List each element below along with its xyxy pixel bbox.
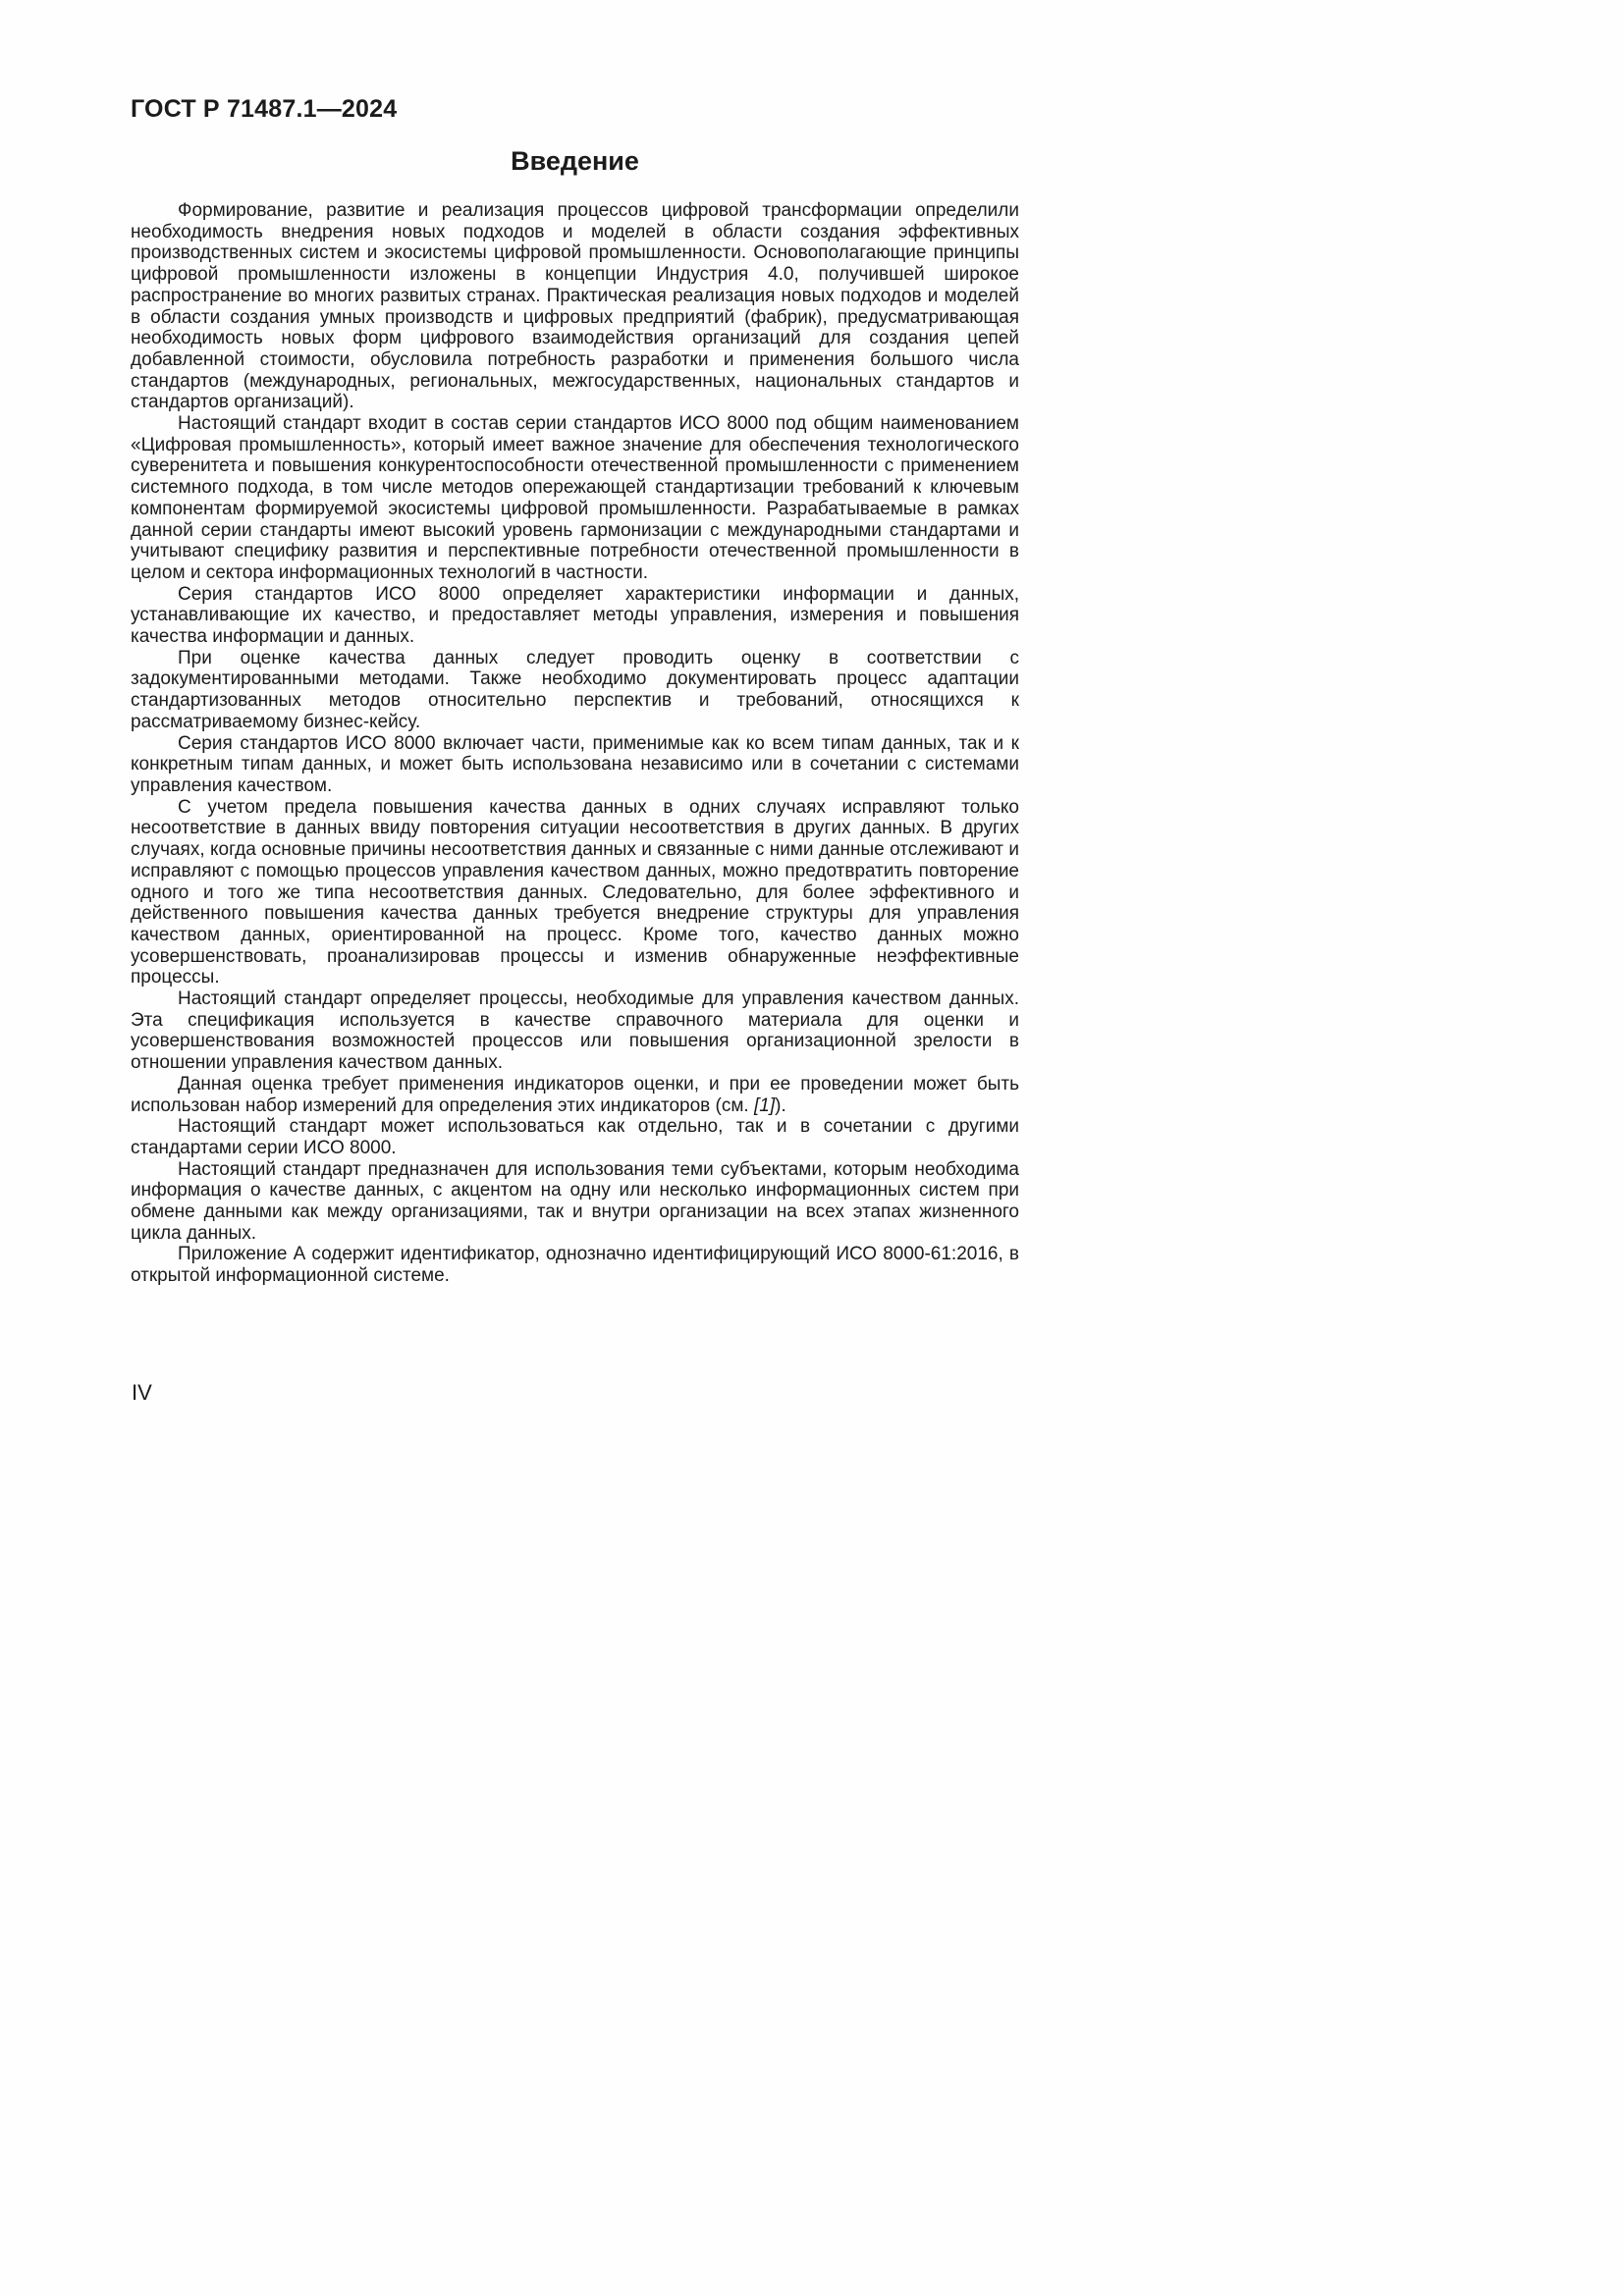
paragraph — [131, 1074, 1019, 1116]
paragraph-text: ). — [775, 1095, 786, 1116]
paragraph — [131, 413, 1019, 584]
page-number: IV — [132, 1380, 152, 1405]
paragraph-text: При оценке качества данных следует проводить оценку в соответствии с задокументированными методами. Также необходимо документировать процесс адаптации стандартизованных методов относительно перспектив и требований, относящихся к рассматриваемому бизнес-кейсу. — [131, 647, 1019, 732]
paragraph — [131, 584, 1019, 648]
paragraph-text: Приложение А содержит идентификатор, однозначно идентифицирующий ИСО 8000-61:2016, в открытой информационной системе. — [131, 1244, 1019, 1287]
document-code: ГОСТ Р 71487.1—2024 — [131, 95, 398, 123]
paragraph — [131, 733, 1019, 797]
reference-citation: [1] — [754, 1095, 776, 1116]
paragraph-text: Данная оценка требует применения индикаторов оценки, и при ее проведении может быть использован набор измерений для определения этих индикаторов (см. — [131, 1073, 1019, 1116]
paragraph-text: Серия стандартов ИСО 8000 включает части, применимые как ко всем типам данных, так и к конкретным типам данных, и может быть использована независимо или в сочетании с системами управления качеством. — [131, 732, 1019, 796]
paragraph-text: Настоящий стандарт предназначен для использования теми субъектами, которым необходима информация о качестве данных, с акцентом на одну или несколько информационных систем при обмене данными как между организациями, так и внутри организации на всех этапах жизненного цикла данных. — [131, 1158, 1019, 1244]
paragraph-text: Настоящий стандарт может использоваться как отдельно, так и в сочетании с другими стандартами серии ИСО 8000. — [131, 1116, 1019, 1158]
paragraph-text: Формирование, развитие и реализация процессов цифровой трансформации определили необходимость внедрения новых подходов и моделей в области создания эффективных производственных систем и экосистемы цифровой промышленности. Основополагающие принципы цифровой промышленности изложены в концепции Индустрия 4.0, получившей широкое распространение во многих развитых странах. Практическая реализация новых подходов и моделей в области создания умных производств и цифровых предприятий (фабрик), предусматривающая необходимость новых форм цифрового взаимодействия организаций для создания цепей добавленной стоимости, обусловила потребность разработки и применения большого числа стандартов (международных, региональных, межгосударственных, национальных стандартов и стандартов организаций). — [131, 200, 1019, 413]
paragraph — [131, 988, 1019, 1074]
paragraph — [131, 1116, 1019, 1158]
paragraph-text: Настоящий стандарт определяет процессы, необходимые для управления качеством данных. Эта спецификация используется в качестве справочного материала для оценки и усовершенствования возможностей процессов или повышения организационной зрелости в отношении управления качеством данных. — [131, 988, 1019, 1074]
paragraph — [131, 1159, 1019, 1245]
document-body — [131, 200, 1019, 1287]
paragraph — [131, 1244, 1019, 1286]
paragraph-text: С учетом предела повышения качества данных в одних случаях исправляют только несоответствие в данных ввиду повторения ситуации несоответствия в других данных. В других случаях, когда основные причины несоответствия данных и связанные с ними данные отслеживают и исправляют с помощью процессов управления качеством данных, можно предотвратить повторение одного и того же типа несоответствия данных. Следовательно, для более эффективного и действенного повышения качества данных требуется внедрение структуры для управления качеством данных, ориентированной на процесс. Кроме того, качество данных можно усовершенствовать, проанализировав процессы и изменив обнаруженные неэффективные процессы. — [131, 796, 1019, 988]
paragraph-text: Настоящий стандарт входит в состав серии стандартов ИСО 8000 под общим наименованием «Цифровая промышленность», который имеет важное значение для обеспечения технологического суверенитета и повышения конкурентоспособности отечественной промышленности с применением системного подхода, в том числе методов опережающей стандартизации требований к ключевым компонентам формируемой экосистемы цифровой промышленности. Разрабатываемые в рамках данной серии стандарты имеют высокий уровень гармонизации с международными стандартами и учитывают специфику развития и перспективные потребности отечественной промышленности в целом и сектора информационных технологий в частности. — [131, 413, 1019, 583]
paragraph — [131, 648, 1019, 733]
paragraph — [131, 797, 1019, 988]
section-title: Введение — [511, 146, 639, 176]
paragraph-text: Серия стандартов ИСО 8000 определяет характеристики информации и данных, устанавливающие их качество, и предоставляет методы управления, измерения и повышения качества информации и данных. — [131, 583, 1019, 648]
paragraph — [131, 200, 1019, 413]
